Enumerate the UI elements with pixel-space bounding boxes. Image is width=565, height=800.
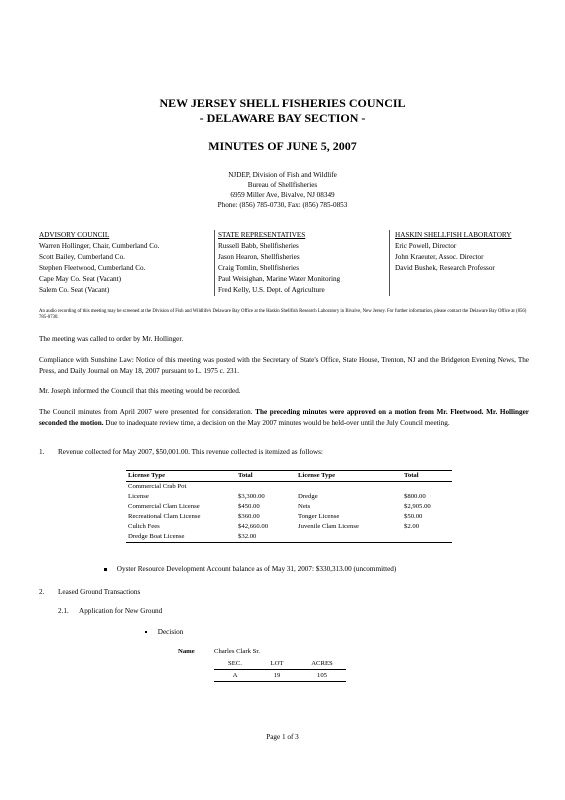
member-line: Salem Co. Seat (Vacant) xyxy=(39,286,110,294)
column-header: Total xyxy=(402,471,452,482)
member-line: David Bushek, Research Professor xyxy=(395,264,495,272)
minutes-holdover-text: Due to inadequate review time, a decision on the May 2007 minutes would be held-over until the July Council meeting. xyxy=(103,418,450,427)
small-bullet-icon xyxy=(145,631,147,633)
oyster-balance-text: Oyster Resource Development Account balance as of May 31, 2007: $330,313.00 (uncommitted) xyxy=(116,565,397,573)
table-cell: $450.00 xyxy=(238,503,260,510)
member-line: Craig Tomlin, Shellfisheries xyxy=(218,264,300,272)
item-2-text: Leased Ground Transactions xyxy=(58,588,141,596)
audio-recording-note: An audio recording of this meeting may be screened at the Division of Fish and Wildlife's Delaware Bay Office at the Haskin Shellfish Research Laboratory in Bivalve, New Jersey. For further information, please contact the Delaware Bay Office at (856) 785-0730. xyxy=(39,309,527,320)
advisory-council-column xyxy=(39,230,159,296)
name-value: Charles Clark Sr. xyxy=(214,648,260,655)
table-row xyxy=(126,502,452,512)
table-cell xyxy=(296,532,402,543)
ground-table xyxy=(214,658,346,682)
column-heading: HASKIN SHELLFISH LABORATORY xyxy=(395,231,512,239)
table-cell: Tonger License xyxy=(298,513,340,520)
member-line: Russell Babb, Shellfisheries xyxy=(218,242,299,250)
table-cell: $2,905.00 xyxy=(404,503,431,510)
table-row xyxy=(126,532,452,543)
table-cell: 19 xyxy=(256,670,298,682)
called-to-order-paragraph: The meeting was called to order by Mr. Hollinger. xyxy=(39,335,184,343)
address-line: 6959 Miller Ave, Bivalve, NJ 08349 xyxy=(230,191,335,199)
table-cell: Juvenile Clam License xyxy=(298,523,359,530)
table-cell: Commercial Crab Pot xyxy=(128,483,187,490)
minutes-motion-text: The preceding minutes were approved on a motion from Mr. Fleetwood. Mr. Hollinger seconded the motion. xyxy=(39,408,529,427)
oyster-balance-item xyxy=(104,565,396,573)
page-number: Page 1 of 3 xyxy=(266,733,299,741)
table-cell: $800.00 xyxy=(404,493,426,500)
table-cell xyxy=(296,482,402,493)
table-cell: Cultch Fees xyxy=(128,523,160,530)
column-header: Total xyxy=(236,471,296,482)
item-1-number: 1. xyxy=(39,448,45,456)
item-2-number: 2. xyxy=(39,588,45,596)
state-representatives-column xyxy=(218,230,340,296)
revenue-table xyxy=(126,470,452,543)
table-cell: Nets xyxy=(298,503,311,510)
table-cell: Recreational Clam License xyxy=(128,513,201,520)
address-line: Bureau of Shellfisheries xyxy=(247,181,318,189)
member-line: Warren Hollinger, Chair, Cumberland Co. xyxy=(39,242,160,250)
member-line: Stephen Fleetwood, Cumberland Co. xyxy=(39,264,146,272)
section-title: - DELAWARE BAY SECTION - xyxy=(199,111,366,125)
table-cell: License xyxy=(128,493,149,500)
column-divider xyxy=(389,230,390,296)
member-line: Cape May Co. Seat (Vacant) xyxy=(39,275,122,283)
table-cell: $42,660.00 xyxy=(238,523,269,530)
member-line: Jason Hearon, Shellfisheries xyxy=(218,253,300,261)
table-row xyxy=(126,492,452,502)
address-block xyxy=(0,170,565,210)
column-header: SEC. xyxy=(214,658,256,670)
table-cell: Dredge Boat License xyxy=(126,532,236,543)
column-header: License Type xyxy=(296,471,402,482)
recording-paragraph: Mr. Joseph informed the Council that this meeting would be recorded. xyxy=(39,387,241,395)
member-line: Scott Bailey, Cumberland Co. xyxy=(39,253,125,261)
column-header: LOT xyxy=(256,658,298,670)
table-cell: A xyxy=(214,670,256,682)
minutes-text: The Council minutes from April 2007 were presented for consideration. xyxy=(39,408,256,416)
decision-text: Decision xyxy=(157,628,184,636)
address-line: NJDEP, Division of Fish and Wildlife xyxy=(228,171,337,179)
table-row xyxy=(126,522,452,532)
table-cell: 105 xyxy=(298,670,346,682)
table-header-row xyxy=(126,471,452,482)
table-cell xyxy=(236,482,296,493)
minutes-paragraph xyxy=(39,407,529,428)
column-header: License Type xyxy=(126,471,236,482)
member-line: Paul Weisighan, Marine Water Monitoring xyxy=(218,275,341,283)
decision-item xyxy=(145,628,183,636)
member-line: Fred Kelly, U.S. Dept. of Agriculture xyxy=(218,286,325,294)
table-cell xyxy=(402,532,452,543)
table-cell: $32.00 xyxy=(236,532,296,543)
square-bullet-icon xyxy=(104,568,107,571)
council-title: NEW JERSEY SHELL FISHERIES COUNCIL xyxy=(159,96,406,110)
table-cell: Dredge xyxy=(298,493,318,500)
table-cell: $50.00 xyxy=(404,513,423,520)
sunshine-law-paragraph: Compliance with Sunshine Law: Notice of this meeting was posted with the Secretary of State's Office, State House, Trenton, NJ and the Bridgeton Evening News, The Press, and Daily Journal on May 18, 2007 pursuant to L. 1975 c. 231. xyxy=(39,356,529,375)
table-header-row xyxy=(214,658,346,670)
table-row xyxy=(126,482,452,493)
member-line: John Kraeuter, Assoc. Director xyxy=(395,253,484,261)
table-cell xyxy=(402,482,452,493)
table-row xyxy=(214,670,346,682)
address-line: Phone: (856) 785-0730, Fax: (856) 785-0853 xyxy=(217,201,348,209)
haskin-lab-column xyxy=(395,230,511,274)
column-header: ACRES xyxy=(298,658,346,670)
name-label: Name xyxy=(178,648,195,655)
item-1-text: Revenue collected for May 2007, $50,001.00. This revenue collected is itemized as follows: xyxy=(58,448,323,456)
table-cell: Commercial Clam License xyxy=(128,503,200,510)
table-cell: $2.00 xyxy=(404,523,420,530)
member-line: Eric Powell, Director xyxy=(395,242,457,250)
table-cell: $3,300.00 xyxy=(238,493,265,500)
table-row xyxy=(126,512,452,522)
table-cell: $360.00 xyxy=(238,513,260,520)
column-heading: STATE REPRESENTATIVES xyxy=(218,231,306,239)
minutes-title: MINUTES OF JUNE 5, 2007 xyxy=(208,139,357,153)
column-heading: ADVISORY COUNCIL xyxy=(39,231,110,239)
column-divider xyxy=(214,230,215,296)
item-2-1-number: 2.1. xyxy=(58,607,69,615)
item-2-1-text: Application for New Ground xyxy=(79,607,163,615)
